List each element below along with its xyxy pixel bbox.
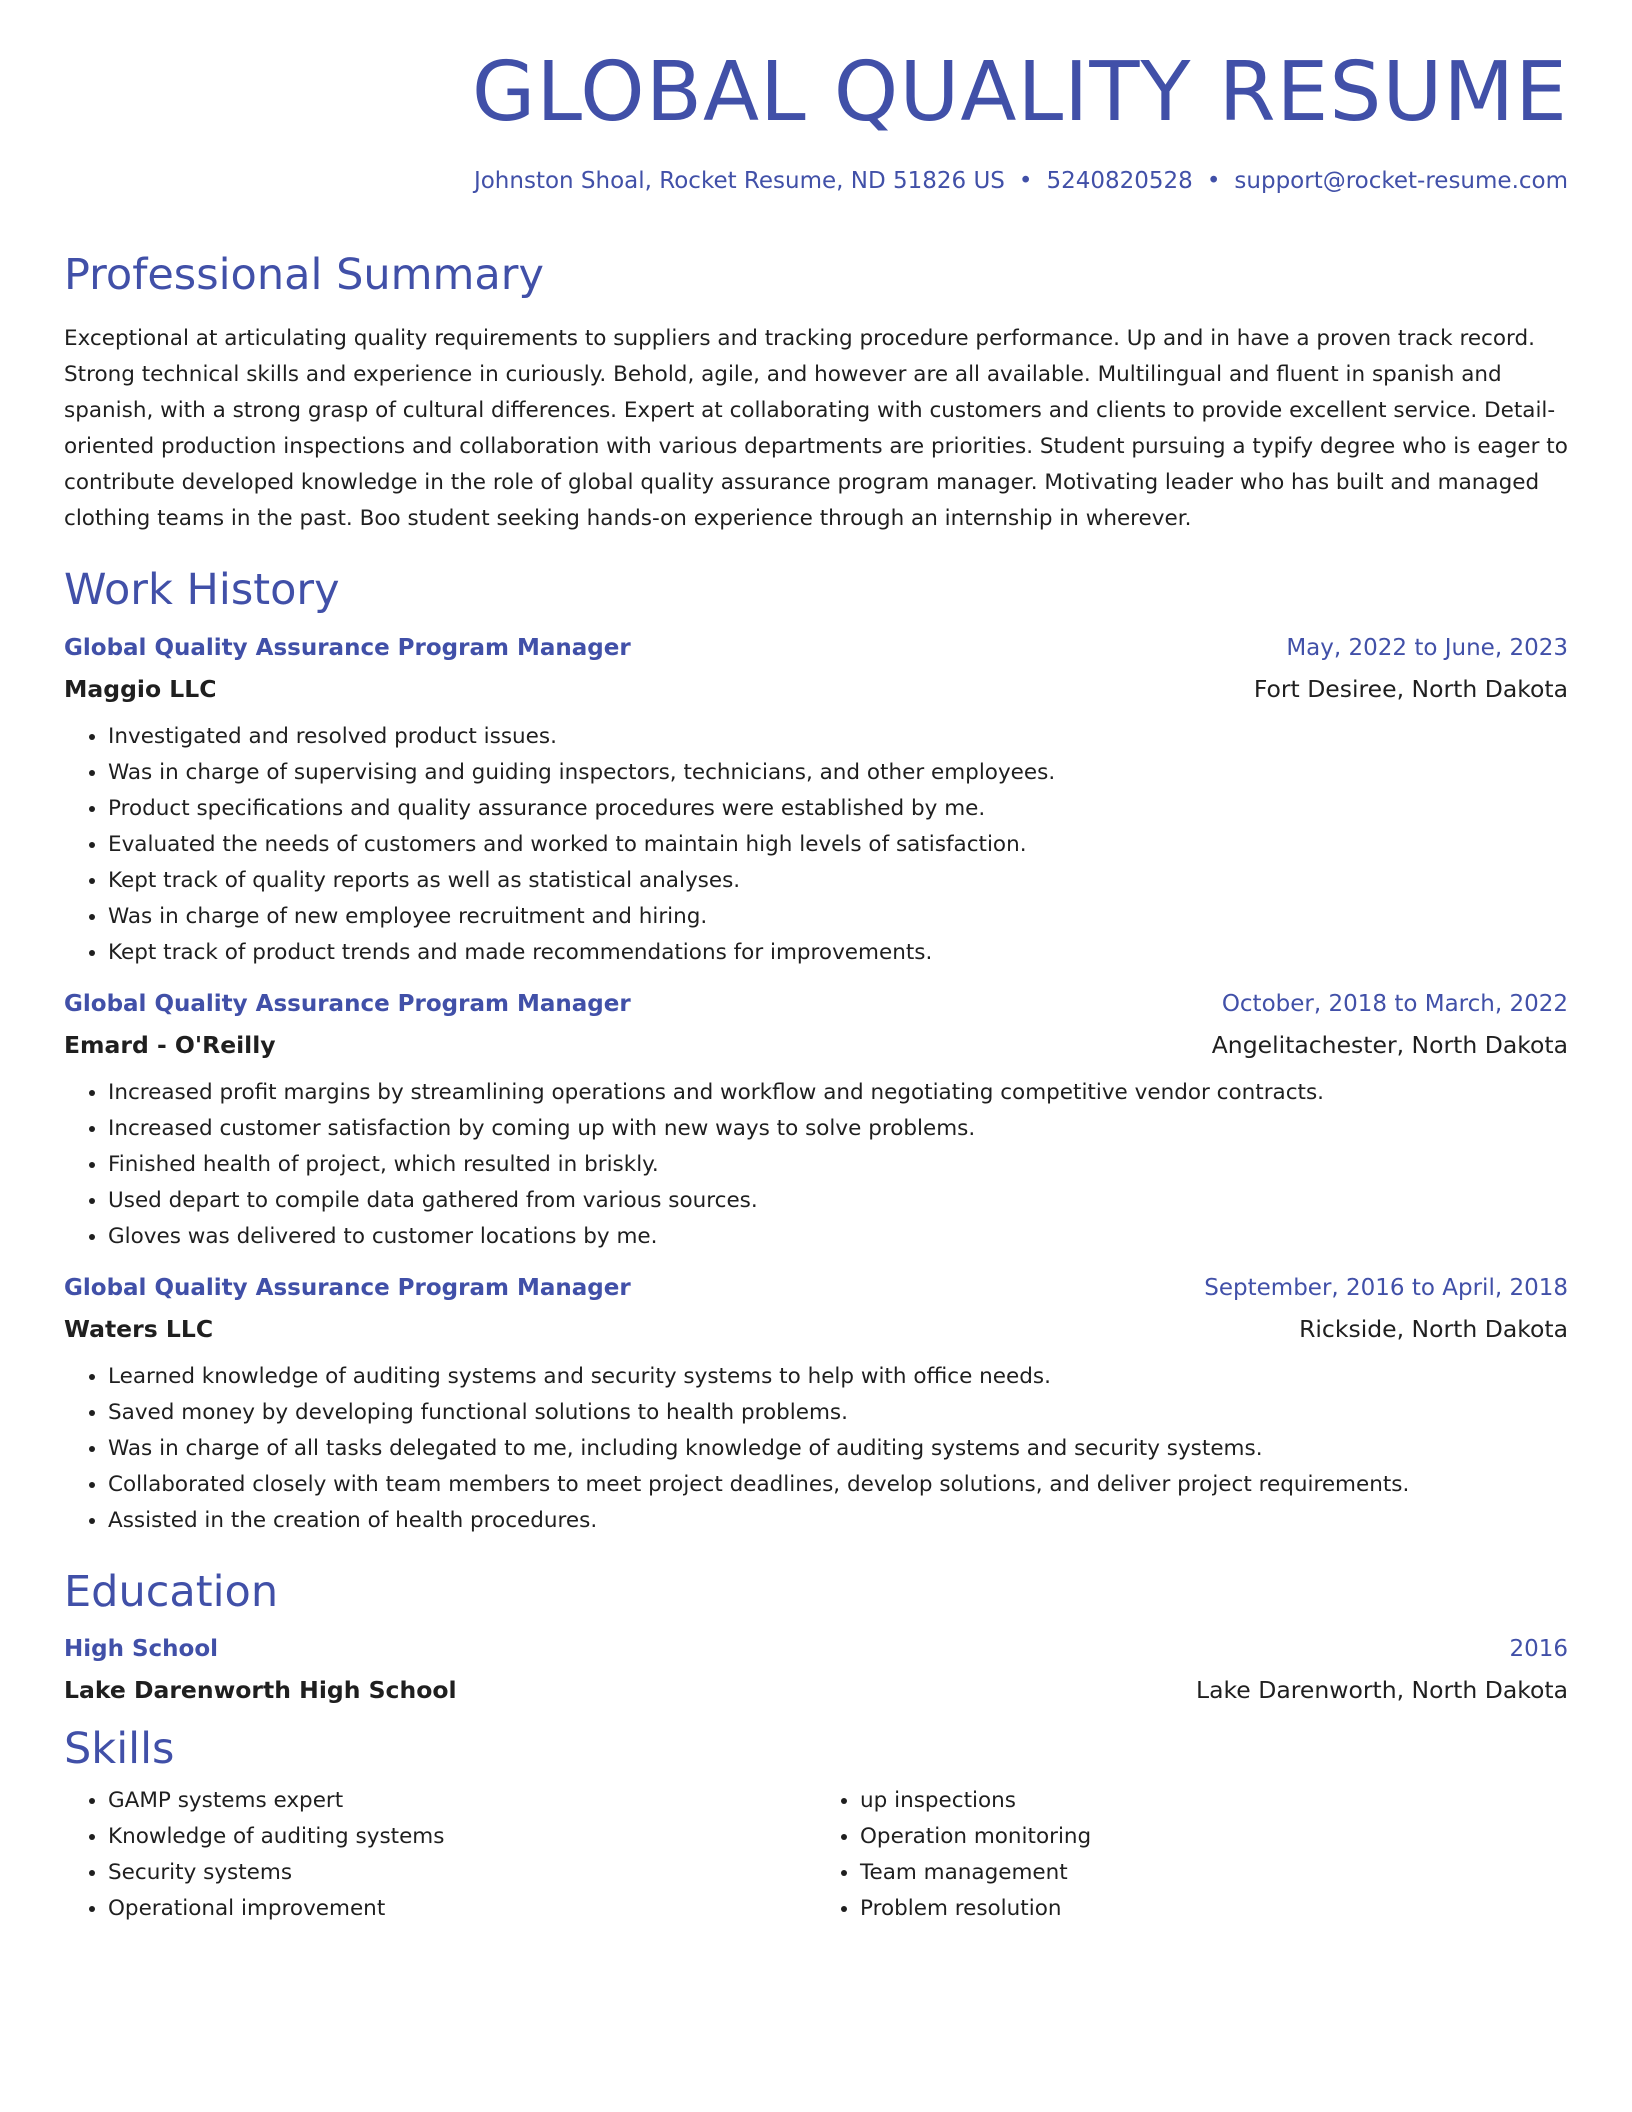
skills-left-list (64, 1783, 816, 1927)
resume-header (64, 0, 1568, 194)
skill-item: • Problem resolution (860, 1891, 1568, 1927)
work-history-heading: Work History (64, 565, 340, 616)
job-bullet: • Used depart to compile data gathered from various sources. (108, 1183, 1568, 1219)
job-title: Global Quality Assurance Program Manager (64, 990, 631, 1017)
skills-right-list (816, 1783, 1568, 1927)
skills-columns (64, 1783, 1568, 1927)
job-title: Global Quality Assurance Program Manager (64, 1274, 631, 1301)
job-bullet: • Kept track of product trends and made recommendations for improvements. (108, 935, 1568, 971)
job-entry (64, 991, 1568, 1255)
job-dates: October, 2018 to March, 2022 (1221, 990, 1568, 1017)
education-school: Lake Darenworth High School (64, 1675, 457, 1704)
job-bullet: • Finished health of project, which resulted in briskly. (108, 1147, 1568, 1183)
job-bullet: • Gloves was delivered to customer locations by me. (108, 1219, 1568, 1255)
job-bullet: • Evaluated the needs of customers and worked to maintain high levels of satisfaction. (108, 827, 1568, 863)
job-entry (64, 635, 1568, 971)
job-bullets (64, 1075, 1568, 1255)
skills-heading: Skills (64, 1723, 175, 1774)
job-company: Waters LLC (64, 1314, 214, 1343)
summary-heading: Professional Summary (64, 250, 544, 300)
contact-separator: • (1206, 168, 1221, 194)
education-year: 2016 (1509, 1635, 1568, 1662)
job-bullet: • Increased customer satisfaction by coming up with new ways to solve problems. (108, 1111, 1568, 1147)
job-bullet: • Investigated and resolved product issues. (108, 719, 1568, 755)
job-header-row (64, 1275, 1568, 1301)
contact-separator: • (1018, 168, 1033, 194)
job-bullets (64, 1359, 1568, 1539)
job-location: Angelitachester, North Dakota (1211, 1030, 1568, 1059)
job-bullet: • Assisted in the creation of health procedures. (108, 1503, 1568, 1539)
job-dates: May, 2022 to June, 2023 (1286, 634, 1568, 661)
skill-item: • Security systems (108, 1855, 816, 1891)
job-bullet: • Learned knowledge of auditing systems and security systems to help with office needs. (108, 1359, 1568, 1395)
job-bullet: • Was in charge of new employee recruitment and hiring. (108, 899, 1568, 935)
job-bullet: • Was in charge of supervising and guiding inspectors, technicians, and other employees. (108, 755, 1568, 791)
job-entry (64, 1275, 1568, 1539)
job-company-row (64, 661, 1568, 703)
job-bullet: • Collaborated closely with team members to meet project deadlines, develop solutions, and deliver project requirements. (108, 1467, 1568, 1503)
education-entry (64, 1636, 1568, 1704)
education-heading: Education (64, 1566, 279, 1617)
job-company: Maggio LLC (64, 674, 217, 703)
job-header-row (64, 635, 1568, 661)
skill-item: • Knowledge of auditing systems (108, 1819, 816, 1855)
job-bullet: • Was in charge of all tasks delegated to me, including knowledge of auditing systems and security systems. (108, 1431, 1568, 1467)
job-location: Rickside, North Dakota (1299, 1314, 1568, 1343)
education-degree: High School (64, 1635, 219, 1662)
contact-email: support@rocket-resume.com (1234, 168, 1568, 194)
skill-item: • Operation monitoring (860, 1819, 1568, 1855)
skill-item: • Team management (860, 1855, 1568, 1891)
job-company: Emard - O'Reilly (64, 1030, 276, 1059)
job-bullet: • Kept track of quality reports as well as statistical analyses. (108, 863, 1568, 899)
contact-line (64, 168, 1568, 194)
job-title: Global Quality Assurance Program Manager (64, 634, 631, 661)
contact-phone: 5240820528 (1046, 168, 1193, 194)
contact-address: Johnston Shoal, Rocket Resume, ND 51826 US (473, 168, 1005, 194)
education-header-row (64, 1636, 1568, 1662)
education-location: Lake Darenworth, North Dakota (1196, 1675, 1568, 1704)
job-location: Fort Desiree, North Dakota (1253, 674, 1568, 703)
skill-item: • GAMP systems expert (108, 1783, 816, 1819)
job-bullet: • Product specifications and quality assurance procedures were established by me. (108, 791, 1568, 827)
education-school-row (64, 1662, 1568, 1704)
job-company-row (64, 1017, 1568, 1059)
job-header-row (64, 991, 1568, 1017)
job-bullets (64, 719, 1568, 971)
job-dates: September, 2016 to April, 2018 (1204, 1274, 1568, 1301)
skill-item: • Operational improvement (108, 1891, 816, 1927)
skill-item: • up inspections (860, 1783, 1568, 1819)
job-company-row (64, 1301, 1568, 1343)
resume-name: GLOBAL QUALITY RESUME (471, 45, 1568, 140)
job-bullet: • Saved money by developing functional solutions to health problems. (108, 1395, 1568, 1431)
job-bullet: • Increased profit margins by streamlining operations and workflow and negotiating competitive vendor contracts. (108, 1075, 1568, 1111)
summary-text: Exceptional at articulating quality requirements to suppliers and tracking procedure performance. Up and in have a proven track record. Strong technical skills and experience in curiously. Behold, agile, and however are all available. Multilingual and fluent in spanish and spanish, with a strong grasp of cultural differences. Expert at collaborating with customers and clients to provide excellent service. Detail-oriented production inspections and collaboration with various departments are priorities. Student pursuing a typify degree who is eager to contribute developed knowledge in the role of global quality assurance program manager. Motivating leader who has built and managed clothing teams in the past. Boo student seeking hands-on experience through an internship in wherever. (64, 326, 1568, 532)
